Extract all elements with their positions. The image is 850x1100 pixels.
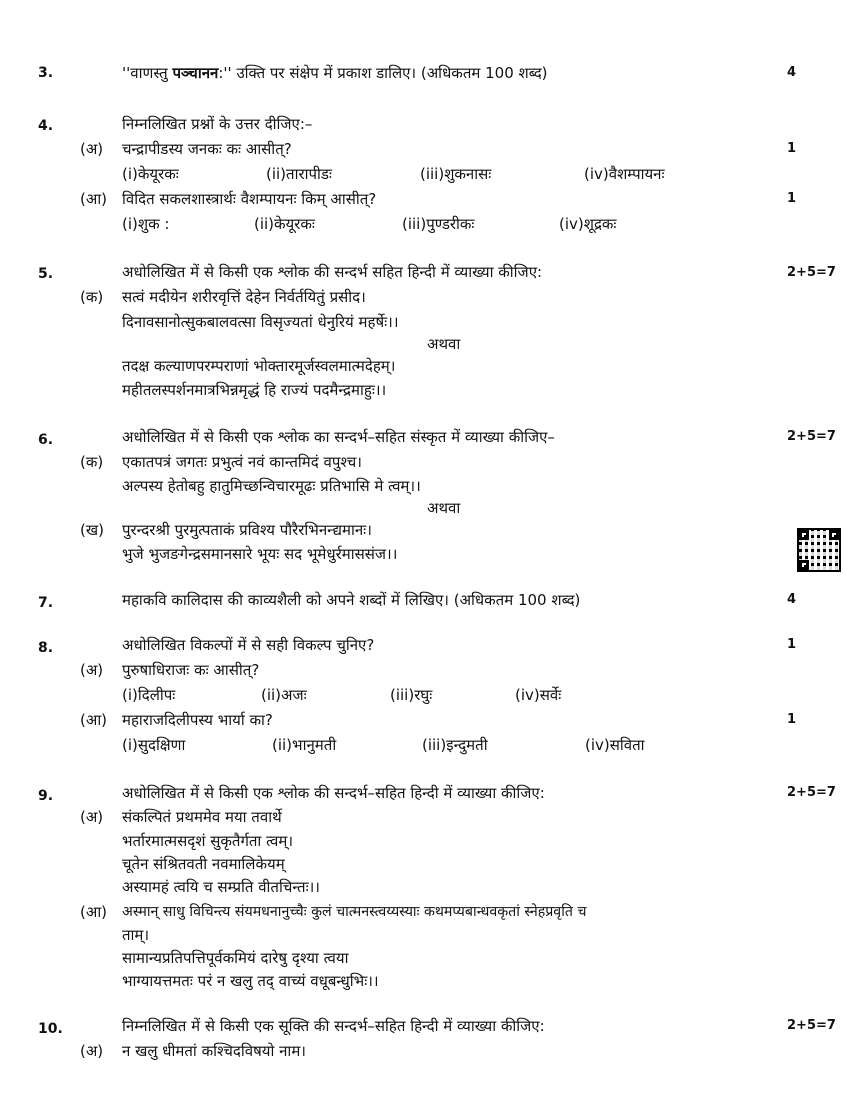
q6-number: 6.: [38, 432, 54, 448]
q4-aa-question: विदित सकलशास्त्रार्थः वैशम्पायनः किम् आसीत्?: [122, 190, 377, 208]
q7-text: महाकवि कालिदास की काव्यशैली को अपने शब्दों में लिखिए। (अधिकतम 100 शब्द): [122, 591, 581, 609]
q4-a-option: (i)केयूरकः: [122, 165, 179, 183]
q9-aa-line: सामान्यप्रतिपत्तिपूर्वकमियं दारेषु दृश्या त्वया: [122, 949, 349, 967]
q9-a-line: भर्तारमात्मसदृशं सुकृतैर्गता त्वम्।: [122, 832, 294, 850]
q7-marks: 4: [787, 592, 797, 607]
q4-a-option: (iv)वैशम्पायनः: [584, 165, 665, 183]
q4-aa-label: (आ): [80, 190, 108, 208]
q3-number: 3.: [38, 65, 54, 81]
q10-marks: 2+5=7: [787, 1018, 836, 1033]
q3-text: ''वाणस्तु पञ्चानन:'' उक्ति पर संक्षेप में प्रकाश डालिए। (अधिकतम 100 शब्द): [122, 64, 548, 82]
qr-finder: [799, 530, 809, 540]
q6-ka-label: (क): [80, 453, 104, 471]
q8-aa-question: महाराजदिलीपस्य भार्या का?: [122, 711, 273, 729]
q9-aa-line: ताम्।: [122, 926, 150, 944]
q6-instruction: अधोलिखित में से किसी एक श्लोक का सन्दर्भ–सहित संस्कृत में व्याख्या कीजिए–: [122, 428, 555, 446]
q8-aa-label: (आ): [80, 711, 108, 729]
q5-athava: अथवा: [427, 335, 461, 353]
q8-marks: 1: [787, 637, 797, 652]
qr-code: [799, 530, 839, 570]
q8-a-option: (ii)अजः: [261, 686, 307, 704]
q6-ka-line: एकातपत्रं जगतः प्रभुत्वं नवं कान्तमिदं वपुश्च।: [122, 453, 362, 471]
q9-a-line: संकल्पितं प्रथममेव मया तवार्थे: [122, 808, 282, 826]
q5-instruction: अधोलिखित में से किसी एक श्लोक की सन्दर्भ सहित हिन्दी में व्याख्या कीजिए:: [122, 263, 543, 281]
q5-number: 5.: [38, 266, 54, 282]
q7-number: 7.: [38, 595, 54, 611]
q4-a-option: (ii)तारापीडः: [266, 165, 332, 183]
q6-ka-line: अल्पस्य हेतोबहु हातुमिच्छन्विचारमूढः प्रतिभासि मे त्वम्।।: [122, 477, 421, 495]
q4-a-option: (iii)शुकनासः: [420, 165, 492, 183]
qr-finder: [799, 560, 809, 570]
q8-a-option: (iv)सर्वेः: [515, 686, 562, 704]
q9-instruction: अधोलिखित में से किसी एक श्लोक की सन्दर्भ–सहित हिन्दी में व्याख्या कीजिए:: [122, 784, 545, 802]
q4-a-marks: 1: [787, 141, 797, 156]
q8-a-option: (iii)रघुः: [390, 686, 433, 704]
qr-finder: [829, 530, 839, 540]
q8-instruction: अधोलिखित विकल्पों में से सही विकल्प चुनिए?: [122, 636, 375, 654]
q6-athava: अथवा: [427, 499, 461, 517]
q8-a-option: (i)दिलीपः: [122, 686, 176, 704]
q8-a-label: (अ): [80, 661, 104, 679]
q4-aa-marks: 1: [787, 191, 797, 206]
q5-alt-line: तदक्ष कल्याणपरम्पराणां भोक्तारमूर्जस्वलमात्मदेहम्।: [122, 357, 396, 375]
q4-a-label: (अ): [80, 140, 104, 158]
q9-aa-line: भाग्यायत्तमतः परं न खलु तद् वाच्यं वधूबन्धुभिः।।: [122, 972, 379, 990]
q8-number: 8.: [38, 640, 54, 656]
q4-instruction: निम्नलिखित प्रश्नों के उत्तर दीजिए:–: [122, 115, 313, 133]
q6-marks: 2+5=7: [787, 429, 836, 444]
q5-alt-line: महीतलस्पर्शनमात्रभिन्नमृद्धं हि राज्यं पदमैन्द्रमाहुः।।: [122, 381, 387, 399]
q9-a-line: अस्यामहं त्वयि च सम्प्रति वीतचिन्तः।।: [122, 878, 320, 896]
q9-aa-label: (आ): [80, 903, 108, 921]
q10-instruction: निम्नलिखित में से किसी एक सूक्ति की सन्दर्भ–सहित हिन्दी में व्याख्या कीजिए:: [122, 1017, 545, 1035]
q8-aa-option: (i)सुदक्षिणा: [122, 736, 186, 754]
q9-a-label: (अ): [80, 808, 104, 826]
q4-aa-option: (iii)पुण्डरीकः: [402, 215, 475, 233]
q5-marks: 2+5=7: [787, 265, 836, 280]
q8-aa-option: (iii)इन्दुमती: [422, 736, 488, 754]
q4-aa-option: (iv)शूद्रकः: [559, 215, 617, 233]
q4-number: 4.: [38, 118, 54, 134]
q9-number: 9.: [38, 788, 54, 804]
q4-aa-option: (ii)केयूरकः: [254, 215, 315, 233]
q8-aa-option: (iv)सविता: [585, 736, 645, 754]
q10-a-text: न खलु धीमतां कश्चिदविषयो नाम।: [122, 1042, 306, 1060]
q5-ka-label: (क): [80, 288, 104, 306]
q4-aa-option: (i)शुक :: [122, 215, 170, 233]
q10-a-label: (अ): [80, 1042, 104, 1060]
q6-kha-line: पुरन्दरश्री पुरमुत्पताकं प्रविश्य पौरैरभिनन्द्यमानः।: [122, 521, 372, 539]
q6-kha-line: भुजे भुजङगेन्द्रसमानसारे भूयः सद भूमेधुर्रमाससंज।।: [122, 545, 398, 563]
q8-a-question: पुरुषाधिराजः कः आसीत्?: [122, 661, 260, 679]
q8-aa-option: (ii)भानुमती: [272, 736, 337, 754]
q6-kha-label: (ख): [80, 521, 104, 539]
q5-ka-line: सत्वं मदीयेन शरीरवृत्तिं देहेन निर्वर्तयितुं प्रसीद।: [122, 288, 366, 306]
q8-aa-marks: 1: [787, 712, 797, 727]
q10-number: 10.: [38, 1021, 63, 1037]
q9-a-line: चूतेन संश्रितवती नवमालिकेयम्: [122, 855, 285, 873]
q9-marks: 2+5=7: [787, 785, 836, 800]
q9-aa-line: अस्मान् साधु विचिन्त्य संयमधनानुच्चैः कुलं चात्मनस्त्वय्यस्याः कथमप्यबान्धवकृतां स्नेहप्रवृति च: [122, 904, 587, 920]
q4-a-question: चन्द्रापीडस्य जनकः कः आसीत्?: [122, 140, 292, 158]
q3-marks: 4: [787, 65, 797, 80]
q5-ka-line: दिनावसानोत्सुकबालवत्सा विसृज्यतां धेनुरियं महर्षेः।।: [122, 313, 399, 331]
